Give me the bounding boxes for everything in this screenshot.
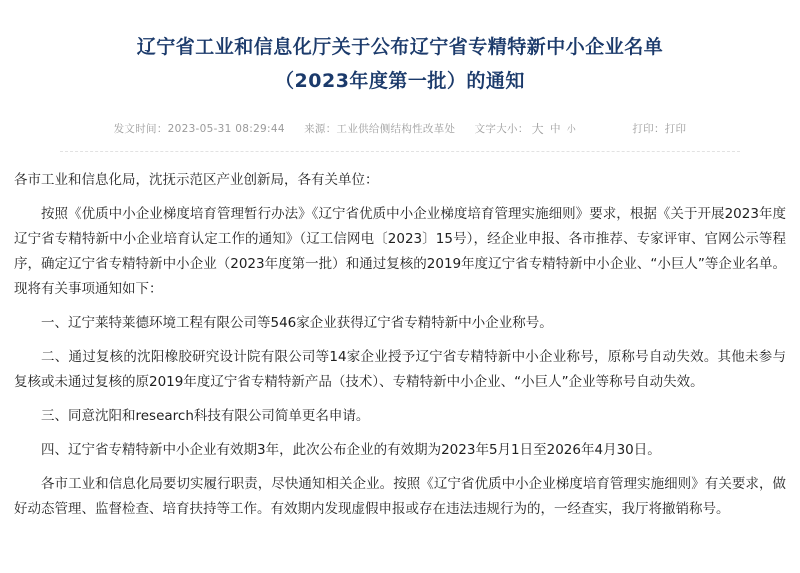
paragraph-3: 二、通过复核的沈阳橡胶研究设计院有限公司等14家企业授予辽宁省专精特新中小企业称号，原称号自动失效。其他未参与复核或未通过复核的原2019年度辽宁省专精特新产品（技术）、专精特新中小企业、“小巨人”企业等称号自动失效。 [14, 349, 786, 390]
paragraph-5: 四、辽宁省专精特新中小企业有效期3年，此次公布企业的有效期为2023年5月1日至2026年4月30日。 [41, 442, 661, 458]
print-button[interactable]: 打印 [664, 123, 687, 135]
print-label: 打印： [632, 123, 665, 135]
font-size-large-button[interactable]: 大 [531, 122, 544, 136]
publish-time-value: 2023-05-31 08:29:44 [167, 122, 285, 135]
title-line-2: （2023年度第一批）的通知 [275, 70, 525, 92]
font-size-small-button[interactable]: 小 [566, 125, 577, 135]
font-size-label: 文字大小： [474, 123, 529, 135]
paragraph-6: 各市工业和信息化局要切实履行职责，尽快通知相关企业。按照《辽宁省优质中小企业梯度培育管理实施细则》有关要求，做好动态管理、监督检查、培育扶持等工作。有效期内发现虚假申报或存在违法违规行为的，一经查实，我厅将撤销称号。 [14, 476, 786, 517]
paragraph-1: 按照《优质中小企业梯度培育管理暂行办法》《辽宁省优质中小企业梯度培育管理实施细则》要求，根据《关于开展2023年度辽宁省专精特新中小企业培育认定工作的通知》（辽工信网电〔2023〕15号），经企业申报、各市推荐、专家评审、官网公示等程序，确定辽宁省专精特新中小企业（2023年度第一批）和通过复核的2019年度辽宁省专精特新中小企业、“小巨人”等企业名单。现将有关事项通知如下： [14, 206, 786, 297]
source-value: 工业供给侧结构性改革处 [336, 123, 456, 135]
font-size-medium-button[interactable]: 中 [549, 123, 561, 135]
paragraph-4: 三、同意沈阳和research科技有限公司简单更名申请。 [41, 408, 370, 424]
document-header [0, 0, 800, 152]
page-title [60, 30, 740, 98]
source-label: 来源： [304, 123, 337, 135]
title-line-1: 辽宁省工业和信息化厅关于公布辽宁省专精特新中小企业名单 [136, 36, 664, 58]
document-meta-bar [60, 120, 740, 137]
paragraph-salutation: 各市工业和信息化局，沈抚示范区产业创新局，各有关单位： [14, 172, 379, 188]
paragraph-2: 一、辽宁莱特莱德环境工程有限公司等546家企业获得辽宁省专精特新中小企业称号。 [41, 315, 553, 331]
document-body [0, 152, 800, 522]
publish-time-label: 发文时间： [113, 123, 168, 135]
